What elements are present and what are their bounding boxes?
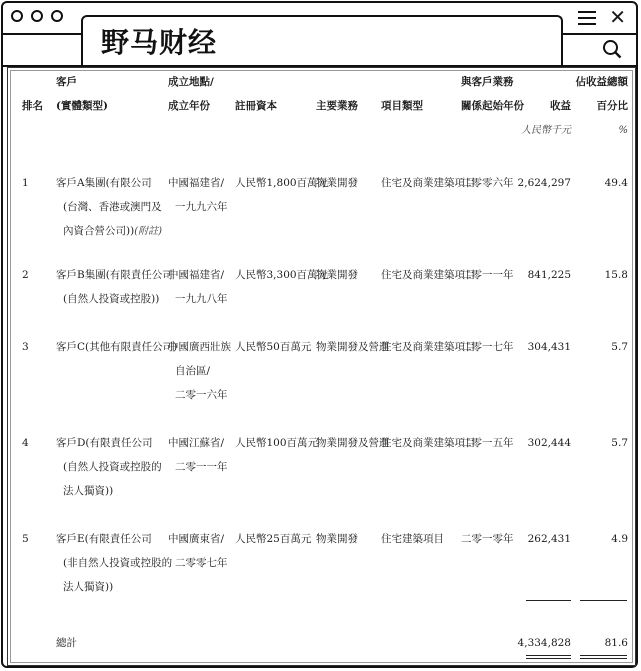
row-client: 客戶C(其他有限責任公司): [56, 341, 178, 353]
row-start-year: 二零一零年: [461, 533, 514, 545]
row-rank: 2: [22, 269, 29, 281]
header-start-l2: 關係起始年份: [461, 100, 524, 112]
row-client: 法人獨資)): [63, 581, 114, 593]
row-est: 中國福建省/: [168, 269, 225, 281]
header-revenue: 收益: [550, 100, 571, 112]
header-pct: 佔收益總額: [575, 76, 628, 88]
row-client: 客戶A集團(有限公司: [56, 177, 152, 189]
header-client: 客戶: [56, 76, 77, 88]
row-capital: 人民幣50百萬元: [235, 341, 312, 353]
double-underline: [580, 655, 627, 656]
row-rank: 4: [22, 437, 29, 449]
row-start-year: 二零一七年: [461, 341, 514, 353]
row-revenue: 262,431: [527, 533, 571, 545]
header-capital: 註冊資本: [235, 100, 277, 112]
row-client: 客戶D(有限責任公司: [56, 437, 153, 449]
row-business: 物業開發: [316, 269, 358, 281]
row-revenue: 2,624,297: [517, 177, 571, 189]
row-est: 二零零七年: [175, 557, 228, 569]
row-est: 一九九六年: [175, 201, 228, 213]
row-capital: 人民幣25百萬元: [235, 533, 312, 545]
row-client: (自然人投資或控股)): [63, 293, 160, 305]
row-pct: 49.4: [604, 177, 628, 189]
close-icon[interactable]: ✕: [609, 5, 626, 29]
row-rank: 5: [22, 533, 29, 545]
row-client: 內資合營公司))(附註): [63, 225, 163, 237]
logo-tab: [81, 15, 563, 65]
content-border: [10, 70, 633, 663]
row-business: 物業開發及營運: [316, 341, 390, 353]
row-project-type: 住宅及商業建築項目: [381, 269, 476, 281]
header-est-year: 成立年份: [168, 100, 210, 112]
row-project-type: 住宅建築項目: [381, 533, 444, 545]
window-dot-icon[interactable]: [11, 10, 23, 22]
row-client: 客戶E(有限責任公司: [56, 533, 152, 545]
subtotal-line: [580, 600, 627, 601]
row-est: 二零一六年: [175, 389, 228, 401]
total-pct: 81.6: [604, 637, 628, 649]
subtotal-line: [526, 600, 571, 601]
menu-icon[interactable]: [578, 11, 596, 25]
row-client: 法人獨資)): [63, 485, 114, 497]
row-capital: 人民幣3,300百萬元: [235, 269, 329, 281]
header-client-type: (實體類型): [56, 100, 108, 112]
header-revenue-unit: 人民幣千元: [521, 125, 571, 136]
header-start-l1: 與客戶業務: [461, 76, 514, 88]
row-est: 中國廣西壯族: [168, 341, 231, 353]
row-est: 中國福建省/: [168, 177, 225, 189]
row-client: (自然人投資或控股的: [63, 461, 162, 473]
row-est: 自治區/: [175, 365, 211, 377]
row-business: 物業開發: [316, 533, 358, 545]
row-client: (非自然人投資或控股的: [63, 557, 173, 569]
row-est: 中國廣東省/: [168, 533, 225, 545]
row-rank: 3: [22, 341, 29, 353]
row-rank: 1: [22, 177, 29, 189]
window-dot-icon[interactable]: [31, 10, 43, 22]
row-project-type: 住宅及商業建築項目: [381, 177, 476, 189]
header-business: 主要業務: [316, 100, 358, 112]
header-pct-unit: %: [618, 125, 628, 136]
double-underline: [526, 655, 571, 656]
header-project-type: 項目類型: [381, 100, 423, 112]
browser-window: [1, 1, 638, 668]
document-area: [7, 67, 636, 666]
row-start-year: 二零一五年: [461, 437, 514, 449]
row-est: 一九九八年: [175, 293, 228, 305]
row-capital: 人民幣1,800百萬元: [235, 177, 329, 189]
header-est-place: 成立地點/: [168, 76, 214, 88]
header-rank: 排名: [22, 100, 43, 112]
double-underline: [526, 658, 571, 659]
row-capital: 人民幣100百萬元: [235, 437, 319, 449]
row-pct: 5.7: [611, 437, 628, 449]
row-project-type: 住宅及商業建築項目: [381, 437, 476, 449]
row-client: (台灣、香港或澳門及: [63, 201, 162, 213]
row-client-note: (附註): [134, 226, 163, 237]
total-revenue: 4,334,828: [517, 637, 571, 649]
row-client: 客戶B集團(有限責任公司: [56, 269, 173, 281]
total-label: 總計: [56, 637, 77, 649]
row-est: 中國江蘇省/: [168, 437, 225, 449]
row-revenue: 304,431: [527, 341, 571, 353]
row-pct: 15.8: [604, 269, 628, 281]
row-project-type: 住宅及商業建築項目: [381, 341, 476, 353]
row-pct: 4.9: [611, 533, 628, 545]
row-business: 物業開發: [316, 177, 358, 189]
row-start-year: 二零零六年: [461, 177, 514, 189]
double-underline: [580, 658, 627, 659]
window-dot-icon[interactable]: [51, 10, 63, 22]
row-business: 物業開發及營運: [316, 437, 390, 449]
row-start-year: 二零一一年: [461, 269, 514, 281]
row-revenue: 302,444: [527, 437, 571, 449]
header-pct-l2: 百分比: [596, 100, 628, 112]
row-pct: 5.7: [611, 341, 628, 353]
row-est: 二零一一年: [175, 461, 228, 473]
row-revenue: 841,225: [527, 269, 571, 281]
site-logo: 野马财经: [101, 26, 218, 59]
search-icon[interactable]: [602, 39, 622, 59]
address-bar: [3, 26, 636, 67]
